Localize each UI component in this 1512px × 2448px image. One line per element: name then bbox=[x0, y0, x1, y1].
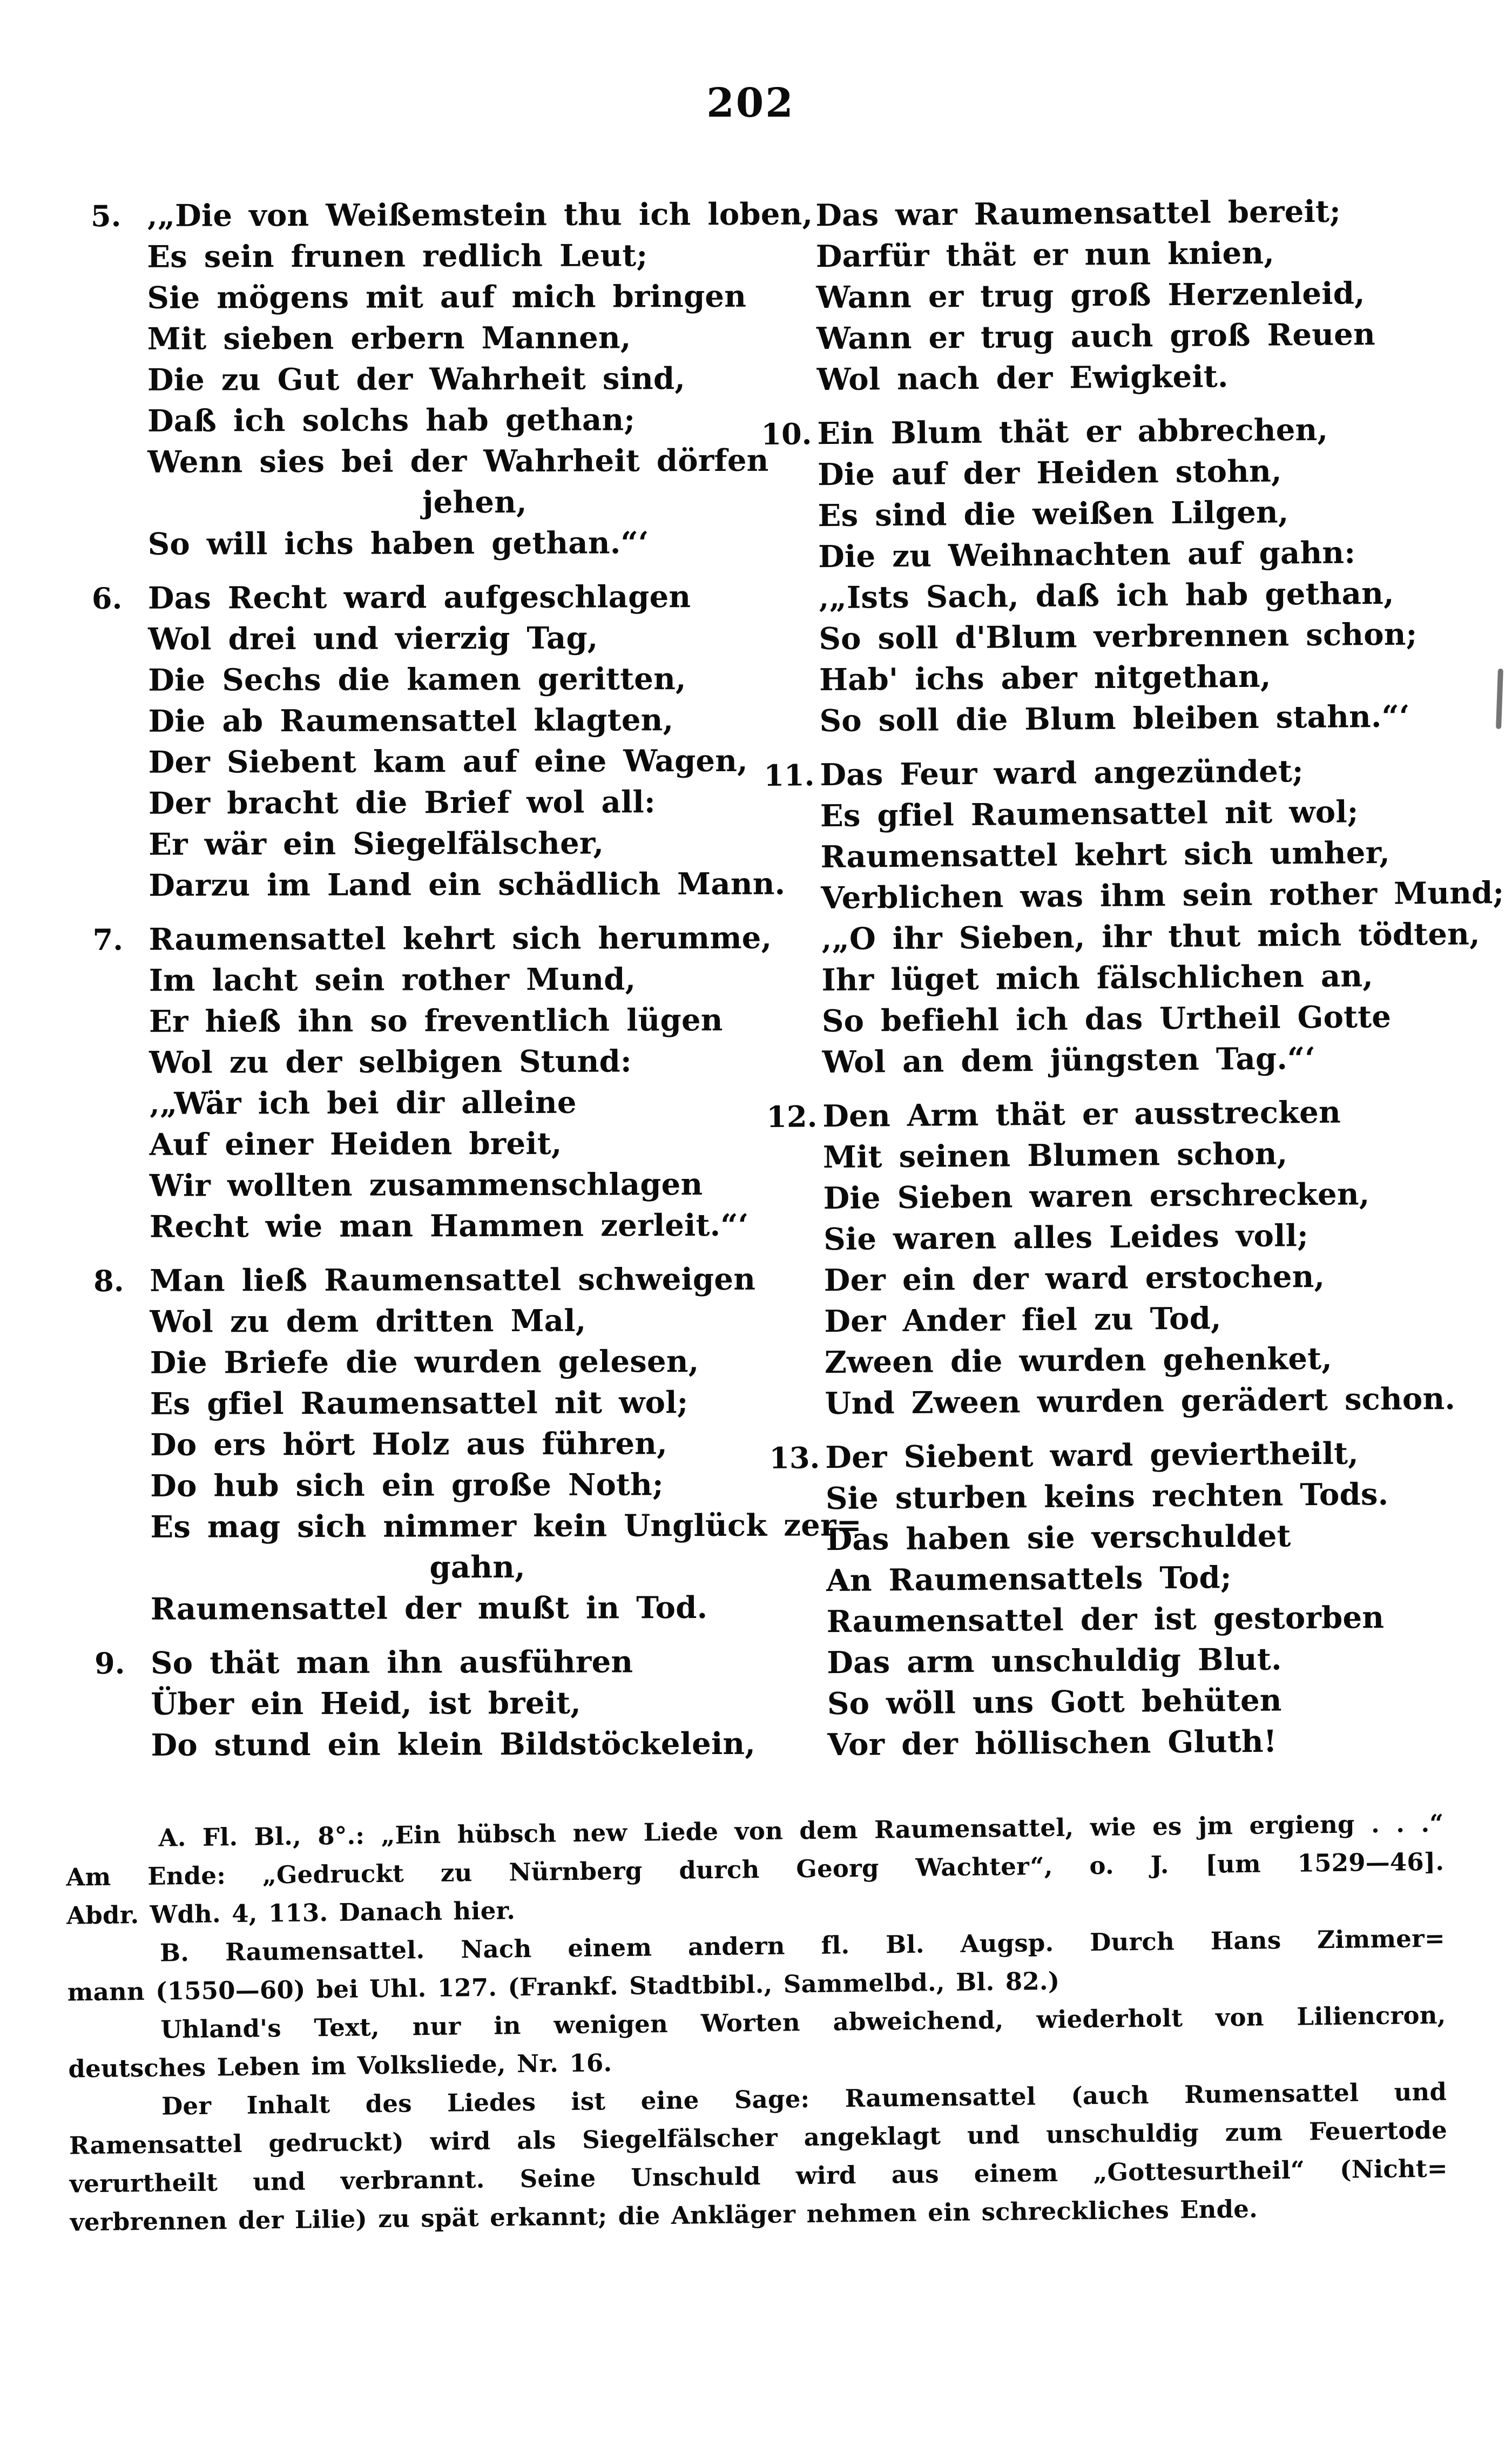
verse-line: Ein Blum thät er abbrechen, bbox=[817, 412, 1328, 452]
verse-line: So soll die Blum bleiben stahn.“‘ bbox=[819, 698, 1410, 739]
stanza-lines bbox=[820, 749, 1504, 1083]
verse-line: Es gfiel Raumensattel nit wol; bbox=[150, 1385, 688, 1422]
stanza bbox=[93, 1259, 862, 1630]
note-line: A. Fl. Bl., 8°.: „Ein hübsch new Liede von dem Raumensattel, wie es jm ergieng . . .“ bbox=[158, 1809, 1444, 1852]
verse-line: ‚„Die von Weißemstein thu ich loben, bbox=[147, 196, 813, 234]
verse-line: Der Siebent ward geviertheilt, bbox=[825, 1435, 1359, 1476]
verse-line: ‚„O ihr Sieben, ihr thut mich tödten, bbox=[821, 916, 1481, 957]
verse-line: Wol drei und vierzig Tag, bbox=[148, 620, 598, 657]
verse-line: Daß ich solchs hab gethan; bbox=[147, 402, 636, 439]
stanza-lines bbox=[150, 1259, 862, 1630]
note-paragraph bbox=[65, 1804, 1444, 1935]
verse-line: Und Zween wurden gerädert schon. bbox=[825, 1380, 1456, 1422]
note-line: verurtheilt und verbrannt. Seine Unschuld wird aus einem „Gottesurtheil“ (Nicht= bbox=[69, 2154, 1448, 2199]
stanza-number: 6. bbox=[91, 581, 123, 616]
verse-line: Es sein frunen redlich Leut; bbox=[147, 238, 648, 275]
stanza-number bbox=[759, 195, 817, 401]
verse-line: Das war Raumensattel bereit; bbox=[815, 193, 1341, 234]
verse-line-wrap: gahn, bbox=[429, 1549, 525, 1586]
verse-line: Wol nach der Ewigkeit. bbox=[816, 359, 1228, 398]
stanza-lines bbox=[149, 918, 804, 1247]
verse-line: Sie sturben keins rechten Tods. bbox=[825, 1476, 1389, 1517]
verse-line: Mit sieben erbern Mannen, bbox=[147, 320, 631, 357]
verse-line: Es sind die weißen Lilgen, bbox=[818, 494, 1289, 534]
stanza-number: 8. bbox=[93, 1263, 124, 1298]
stanza-number: 13. bbox=[769, 1440, 820, 1475]
verse-line: Raumensattel der mußt in Tod. bbox=[150, 1590, 708, 1627]
note-line: B. Raumensattel. Nach einem andern fl. Bl. Augsp. Durch Hans Zimmer= bbox=[159, 1924, 1446, 1967]
verse-line: Wol an dem jüngsten Tag.“‘ bbox=[822, 1040, 1316, 1081]
verse-line: Der Ander fiel zu Tod, bbox=[824, 1300, 1221, 1340]
note-line: Ramensattel gedruckt) wird als Siegelfälscher angeklagt und unschuldig zum Feuertode bbox=[69, 2115, 1448, 2160]
verse-line: Die Sieben waren erschrecken, bbox=[823, 1176, 1370, 1217]
verse-line: Do hub sich ein große Noth; bbox=[150, 1467, 664, 1504]
verse-line: ‚„Wär ich bei dir alleine bbox=[149, 1084, 577, 1122]
verse-line: Sie mögens mit auf mich bringen bbox=[147, 278, 747, 316]
note-paragraph bbox=[68, 1996, 1446, 2088]
verse-line: Er hieß ihn so freventlich lügen bbox=[148, 1002, 723, 1040]
stanza bbox=[761, 408, 1487, 742]
verse-line: Auf einer Heiden breit, bbox=[149, 1125, 562, 1163]
note-line: Am Ende: „Gedruckt zu Nürnberg durch Georg Wachter“, o. J. [um 1529—46]. bbox=[66, 1847, 1444, 1892]
verse-line: Das haben sie verschuldet bbox=[826, 1518, 1291, 1558]
stanza bbox=[759, 190, 1484, 401]
note-line: deutsches Leben im Volksliede, Nr. 16. bbox=[68, 2048, 612, 2083]
verse-line: Das Feur ward angezündet; bbox=[820, 753, 1304, 793]
verse-line: Mit seinen Blumen schon, bbox=[822, 1136, 1288, 1176]
stanza-lines bbox=[817, 408, 1487, 741]
verse-line: An Raumensattels Tod; bbox=[826, 1560, 1232, 1599]
verse-line: Die zu Weihnachten auf gahn: bbox=[818, 535, 1356, 575]
verse-line: So thät man ihn ausführen bbox=[151, 1644, 633, 1681]
verse-line: Hab' ichs aber nitgethan, bbox=[819, 658, 1271, 698]
note-line: mann (1550—60) bei Uhl. 127. (Frankf. Stadtbibl., Sammelbd., Bl. 82.) bbox=[67, 1966, 1060, 2007]
stanza-lines bbox=[147, 194, 813, 565]
stanza-number: 10. bbox=[761, 416, 812, 451]
verse-line: Raumensattel kehrt sich herumme, bbox=[148, 920, 772, 957]
verse-line: Die Sechs die kamen geritten, bbox=[148, 661, 686, 698]
verse-line: ‚„Ists Sach, daß ich hab gethan, bbox=[818, 575, 1394, 616]
note-line: Uhland's Text, nur in wenigen Worten abweichend, wiederholt von Liliencron, bbox=[160, 2000, 1446, 2044]
stanza bbox=[766, 1090, 1493, 1425]
verse-line: Do ers hört Holz aus führen, bbox=[150, 1426, 667, 1463]
verse-line: Wol zu der selbigen Stund: bbox=[149, 1043, 632, 1081]
verse-line: Sie waren alles Leides voll; bbox=[823, 1218, 1309, 1258]
verse-line: Zween die wurden gehenket, bbox=[824, 1340, 1333, 1381]
verse-line: Darfür thät er nun knien, bbox=[815, 235, 1275, 275]
verse-line: Im lacht sein rother Mund, bbox=[148, 961, 636, 999]
stanza bbox=[93, 918, 804, 1247]
stanza-lines bbox=[148, 576, 803, 906]
verse-column-left bbox=[91, 194, 862, 1779]
verse-line: Die zu Gut der Wahrheit sind, bbox=[147, 361, 686, 398]
verse-line: So wöll uns Gott behüten bbox=[827, 1682, 1282, 1722]
verse-line: Die Briefe die wurden gelesen, bbox=[150, 1344, 699, 1381]
verse-line: Raumensattel der ist gestorben bbox=[826, 1599, 1385, 1640]
stanza-lines bbox=[151, 1641, 805, 1766]
note-paragraph bbox=[67, 1919, 1446, 2012]
note-line: verbrennen der Lilie) zu spät erkannt; die Ankläger nehmen ein schreckliches Ende. bbox=[70, 2194, 1258, 2237]
notes-section bbox=[65, 1804, 1448, 2242]
stanza-number: 11. bbox=[764, 758, 815, 793]
verse-line: Darzu im Land ein schädlich Mann. bbox=[148, 866, 786, 903]
verse-line: Ihr lüget mich fälschlichen an, bbox=[821, 958, 1374, 999]
stanza-lines bbox=[825, 1432, 1495, 1765]
verse-line: Wenn sies bei der Wahrheit dörfen bbox=[147, 442, 769, 480]
verse-line: So befiehl ich das Urtheil Gotte bbox=[821, 999, 1392, 1040]
verse-line: Recht wie man Hammen zerleit.“‘ bbox=[149, 1207, 749, 1245]
verse-line: Den Arm thät er ausstrecken bbox=[822, 1094, 1341, 1135]
verse-line: Der bracht die Brief wol all: bbox=[148, 784, 656, 821]
verse-line: Er wär ein Siegelfälscher, bbox=[148, 825, 604, 862]
stanza bbox=[92, 576, 803, 906]
page-number: 202 bbox=[706, 80, 795, 126]
stanza-lines bbox=[815, 190, 1484, 400]
verse-line: Wann er trug auch groß Reuen bbox=[816, 316, 1376, 357]
verse-line: Wann er trug groß Herzenleid, bbox=[816, 275, 1365, 316]
verse-line: Wir wollten zusammenschlagen bbox=[149, 1166, 703, 1204]
verse-line: Der Siebent kam auf eine Wagen, bbox=[148, 743, 748, 780]
verse-line: Vor der höllischen Gluth! bbox=[827, 1723, 1277, 1763]
note-paragraph bbox=[69, 2073, 1448, 2242]
verse-line: Man ließ Raumensattel schweigen bbox=[150, 1261, 756, 1299]
verse-line: Die auf der Heiden stohn, bbox=[817, 453, 1282, 493]
stanza bbox=[769, 1432, 1495, 1766]
stanza-number: 7. bbox=[92, 922, 124, 957]
note-line: Abdr. Wdh. 4, 113. Danach hier. bbox=[66, 1896, 516, 1930]
verse-line: So soll d'Blum verbrennen schon; bbox=[819, 616, 1418, 657]
verse-line: Es gfiel Raumensattel nit wol; bbox=[820, 794, 1359, 834]
stanza-lines bbox=[822, 1090, 1493, 1424]
stanza-number: 5. bbox=[91, 198, 122, 233]
verse-line: So will ichs haben gethan.“‘ bbox=[147, 525, 649, 562]
verse-column-right bbox=[759, 190, 1504, 1778]
verse-line: Die ab Raumensattel klagten, bbox=[148, 702, 674, 739]
verse-line: Wol zu dem dritten Mal, bbox=[150, 1303, 586, 1340]
verse-line: Do stund ein klein Bildstöckelein, bbox=[151, 1725, 756, 1763]
verse-line: Verblichen was ihm sein rother Mund; bbox=[820, 875, 1504, 916]
note-line: Der Inhalt des Liedes ist eine Sage: Raumensattel (auch Rumensattel und bbox=[161, 2077, 1447, 2121]
scan-speck bbox=[1496, 669, 1503, 729]
stanza bbox=[94, 1641, 805, 1766]
verse-line: Das arm unschuldig Blut. bbox=[827, 1641, 1282, 1681]
verse-line-wrap: jehen, bbox=[422, 484, 527, 521]
verse-line: Über ein Heid, ist breit, bbox=[151, 1685, 581, 1722]
stanza bbox=[91, 194, 813, 565]
verse-line: Der ein der ward erstochen, bbox=[824, 1258, 1325, 1299]
stanza-number: 12. bbox=[766, 1099, 818, 1134]
stanza-number: 9. bbox=[94, 1646, 125, 1681]
stanza bbox=[764, 749, 1504, 1083]
verse-line: Das Recht ward aufgeschlagen bbox=[147, 579, 691, 616]
verse-line: Es mag sich nimmer kein Unglück zer= bbox=[150, 1507, 862, 1545]
verse-line: Raumensattel kehrt sich umher, bbox=[820, 834, 1390, 875]
